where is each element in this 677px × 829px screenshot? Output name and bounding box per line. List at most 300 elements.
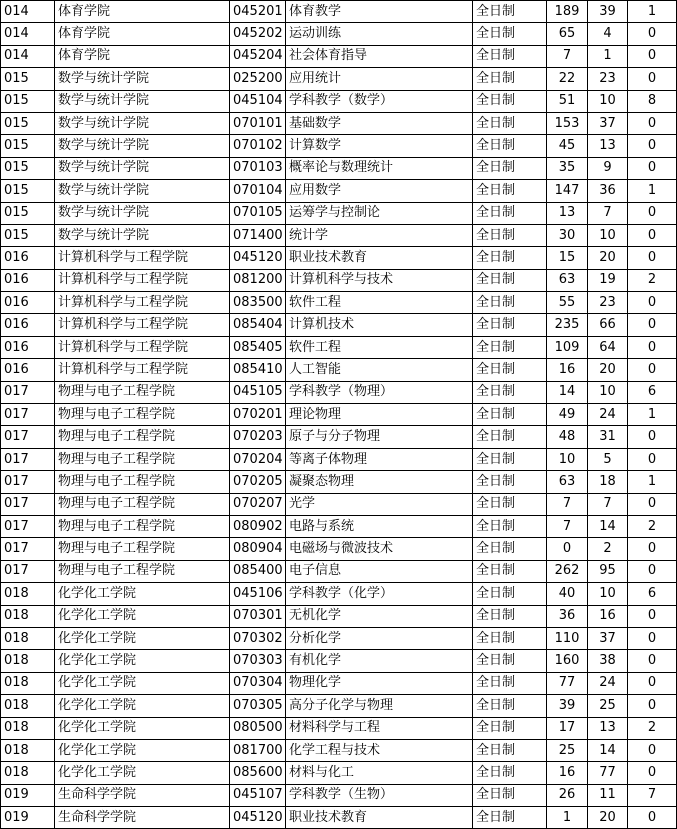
study-mode-cell: 全日制 [473, 515, 547, 537]
college-code-cell: 017 [1, 471, 55, 493]
count-c-cell: 0 [628, 448, 677, 470]
major-name-cell: 化学工程与技术 [286, 739, 473, 761]
count-a-cell: 45 [547, 135, 588, 157]
table-row [1, 90, 677, 112]
study-mode-cell: 全日制 [473, 560, 547, 582]
count-b-cell: 36 [588, 180, 628, 202]
major-name-cell: 电路与系统 [286, 515, 473, 537]
major-code-cell: 085410 [230, 359, 286, 381]
study-mode-cell: 全日制 [473, 695, 547, 717]
college-code-cell: 017 [1, 381, 55, 403]
count-a-cell: 55 [547, 292, 588, 314]
major-code-cell: 085405 [230, 336, 286, 358]
major-code-cell: 070104 [230, 180, 286, 202]
count-a-cell: 25 [547, 739, 588, 761]
major-name-cell: 凝聚态物理 [286, 471, 473, 493]
college-code-cell: 017 [1, 426, 55, 448]
college-name-cell: 计算机科学与工程学院 [55, 359, 230, 381]
major-code-cell: 045120 [230, 807, 286, 829]
major-code-cell: 070203 [230, 426, 286, 448]
major-code-cell: 081700 [230, 739, 286, 761]
count-c-cell: 0 [628, 538, 677, 560]
major-name-cell: 电磁场与微波技术 [286, 538, 473, 560]
count-c-cell: 7 [628, 784, 677, 806]
table-row [1, 404, 677, 426]
study-mode-cell: 全日制 [473, 359, 547, 381]
count-c-cell: 0 [628, 605, 677, 627]
table-row [1, 45, 677, 67]
major-name-cell: 基础数学 [286, 112, 473, 134]
major-code-cell: 070105 [230, 202, 286, 224]
table-row [1, 493, 677, 515]
count-b-cell: 31 [588, 426, 628, 448]
table-row [1, 605, 677, 627]
count-b-cell: 37 [588, 627, 628, 649]
table-row [1, 560, 677, 582]
major-code-cell: 070207 [230, 493, 286, 515]
major-name-cell: 电子信息 [286, 560, 473, 582]
count-a-cell: 0 [547, 538, 588, 560]
table-row [1, 583, 677, 605]
college-code-cell: 015 [1, 157, 55, 179]
table-row [1, 807, 677, 829]
count-c-cell: 0 [628, 23, 677, 45]
study-mode-cell: 全日制 [473, 448, 547, 470]
major-name-cell: 计算机科学与技术 [286, 269, 473, 291]
count-b-cell: 20 [588, 247, 628, 269]
major-name-cell: 职业技术教育 [286, 807, 473, 829]
study-mode-cell: 全日制 [473, 135, 547, 157]
study-mode-cell: 全日制 [473, 157, 547, 179]
major-code-cell: 045107 [230, 784, 286, 806]
major-code-cell: 070301 [230, 605, 286, 627]
college-name-cell: 化学化工学院 [55, 605, 230, 627]
count-c-cell: 0 [628, 426, 677, 448]
count-a-cell: 235 [547, 314, 588, 336]
college-code-cell: 018 [1, 650, 55, 672]
major-code-cell: 070305 [230, 695, 286, 717]
count-b-cell: 10 [588, 224, 628, 246]
major-code-cell: 085404 [230, 314, 286, 336]
college-code-cell: 018 [1, 717, 55, 739]
table-row [1, 314, 677, 336]
count-a-cell: 153 [547, 112, 588, 134]
count-c-cell: 0 [628, 739, 677, 761]
count-b-cell: 20 [588, 359, 628, 381]
college-code-cell: 017 [1, 560, 55, 582]
count-c-cell: 0 [628, 336, 677, 358]
count-c-cell: 6 [628, 381, 677, 403]
count-a-cell: 17 [547, 717, 588, 739]
study-mode-cell: 全日制 [473, 404, 547, 426]
study-mode-cell: 全日制 [473, 269, 547, 291]
table-row [1, 112, 677, 134]
count-b-cell: 18 [588, 471, 628, 493]
count-b-cell: 64 [588, 336, 628, 358]
study-mode-cell: 全日制 [473, 493, 547, 515]
college-name-cell: 数学与统计学院 [55, 90, 230, 112]
major-name-cell: 分析化学 [286, 627, 473, 649]
major-name-cell: 理论物理 [286, 404, 473, 426]
study-mode-cell: 全日制 [473, 426, 547, 448]
count-b-cell: 2 [588, 538, 628, 560]
college-name-cell: 体育学院 [55, 1, 230, 23]
major-name-cell: 人工智能 [286, 359, 473, 381]
table-row [1, 762, 677, 784]
count-c-cell: 2 [628, 717, 677, 739]
study-mode-cell: 全日制 [473, 381, 547, 403]
count-b-cell: 5 [588, 448, 628, 470]
college-code-cell: 015 [1, 224, 55, 246]
study-mode-cell: 全日制 [473, 45, 547, 67]
count-a-cell: 65 [547, 23, 588, 45]
count-a-cell: 51 [547, 90, 588, 112]
count-c-cell: 2 [628, 515, 677, 537]
count-c-cell: 0 [628, 68, 677, 90]
count-b-cell: 23 [588, 68, 628, 90]
count-c-cell: 0 [628, 292, 677, 314]
count-a-cell: 35 [547, 157, 588, 179]
college-name-cell: 化学化工学院 [55, 739, 230, 761]
table-row [1, 292, 677, 314]
count-c-cell: 0 [628, 672, 677, 694]
count-a-cell: 48 [547, 426, 588, 448]
study-mode-cell: 全日制 [473, 224, 547, 246]
college-code-cell: 014 [1, 23, 55, 45]
major-code-cell: 045201 [230, 1, 286, 23]
table-row [1, 739, 677, 761]
major-code-cell: 080500 [230, 717, 286, 739]
college-name-cell: 体育学院 [55, 45, 230, 67]
college-code-cell: 017 [1, 493, 55, 515]
table-row [1, 426, 677, 448]
table-row [1, 68, 677, 90]
count-c-cell: 8 [628, 90, 677, 112]
count-c-cell: 0 [628, 650, 677, 672]
count-a-cell: 7 [547, 493, 588, 515]
college-name-cell: 物理与电子工程学院 [55, 493, 230, 515]
major-code-cell: 045105 [230, 381, 286, 403]
major-name-cell: 光学 [286, 493, 473, 515]
count-a-cell: 16 [547, 359, 588, 381]
count-b-cell: 24 [588, 404, 628, 426]
count-a-cell: 13 [547, 202, 588, 224]
count-b-cell: 4 [588, 23, 628, 45]
college-name-cell: 数学与统计学院 [55, 68, 230, 90]
study-mode-cell: 全日制 [473, 538, 547, 560]
major-name-cell: 学科教学（化学） [286, 583, 473, 605]
major-name-cell: 学科教学（物理） [286, 381, 473, 403]
study-mode-cell: 全日制 [473, 672, 547, 694]
college-name-cell: 物理与电子工程学院 [55, 471, 230, 493]
count-b-cell: 11 [588, 784, 628, 806]
college-code-cell: 016 [1, 269, 55, 291]
count-c-cell: 0 [628, 762, 677, 784]
count-c-cell: 0 [628, 627, 677, 649]
college-code-cell: 017 [1, 404, 55, 426]
study-mode-cell: 全日制 [473, 180, 547, 202]
count-a-cell: 39 [547, 695, 588, 717]
college-name-cell: 物理与电子工程学院 [55, 560, 230, 582]
table-row [1, 695, 677, 717]
study-mode-cell: 全日制 [473, 739, 547, 761]
major-code-cell: 045204 [230, 45, 286, 67]
major-name-cell: 材料与化工 [286, 762, 473, 784]
college-name-cell: 计算机科学与工程学院 [55, 269, 230, 291]
count-b-cell: 14 [588, 515, 628, 537]
college-code-cell: 016 [1, 359, 55, 381]
count-b-cell: 20 [588, 807, 628, 829]
college-code-cell: 015 [1, 68, 55, 90]
study-mode-cell: 全日制 [473, 23, 547, 45]
major-name-cell: 概率论与数理统计 [286, 157, 473, 179]
table-row [1, 247, 677, 269]
major-code-cell: 080902 [230, 515, 286, 537]
count-a-cell: 16 [547, 762, 588, 784]
count-c-cell: 2 [628, 269, 677, 291]
count-b-cell: 1 [588, 45, 628, 67]
college-code-cell: 016 [1, 336, 55, 358]
major-code-cell: 070205 [230, 471, 286, 493]
study-mode-cell: 全日制 [473, 605, 547, 627]
college-name-cell: 化学化工学院 [55, 672, 230, 694]
count-c-cell: 0 [628, 493, 677, 515]
count-c-cell: 1 [628, 1, 677, 23]
study-mode-cell: 全日制 [473, 627, 547, 649]
study-mode-cell: 全日制 [473, 292, 547, 314]
major-code-cell: 085600 [230, 762, 286, 784]
table-row [1, 471, 677, 493]
count-b-cell: 14 [588, 739, 628, 761]
major-name-cell: 运动训练 [286, 23, 473, 45]
major-name-cell: 学科教学（生物） [286, 784, 473, 806]
count-c-cell: 0 [628, 695, 677, 717]
count-b-cell: 39 [588, 1, 628, 23]
count-b-cell: 10 [588, 583, 628, 605]
college-name-cell: 物理与电子工程学院 [55, 426, 230, 448]
study-mode-cell: 全日制 [473, 807, 547, 829]
count-b-cell: 77 [588, 762, 628, 784]
count-a-cell: 15 [547, 247, 588, 269]
count-a-cell: 77 [547, 672, 588, 694]
table-row [1, 515, 677, 537]
table-row [1, 717, 677, 739]
college-name-cell: 化学化工学院 [55, 650, 230, 672]
count-b-cell: 38 [588, 650, 628, 672]
major-name-cell: 无机化学 [286, 605, 473, 627]
study-mode-cell: 全日制 [473, 471, 547, 493]
count-c-cell: 0 [628, 112, 677, 134]
college-code-cell: 017 [1, 448, 55, 470]
count-c-cell: 0 [628, 135, 677, 157]
college-code-cell: 018 [1, 583, 55, 605]
count-a-cell: 26 [547, 784, 588, 806]
major-code-cell: 045202 [230, 23, 286, 45]
count-a-cell: 109 [547, 336, 588, 358]
major-code-cell: 070102 [230, 135, 286, 157]
major-name-cell: 软件工程 [286, 292, 473, 314]
count-a-cell: 147 [547, 180, 588, 202]
count-c-cell: 0 [628, 247, 677, 269]
college-name-cell: 体育学院 [55, 23, 230, 45]
count-b-cell: 25 [588, 695, 628, 717]
count-c-cell: 1 [628, 404, 677, 426]
major-name-cell: 应用统计 [286, 68, 473, 90]
college-name-cell: 数学与统计学院 [55, 224, 230, 246]
major-code-cell: 045120 [230, 247, 286, 269]
count-a-cell: 63 [547, 269, 588, 291]
study-mode-cell: 全日制 [473, 314, 547, 336]
table-row [1, 157, 677, 179]
count-a-cell: 14 [547, 381, 588, 403]
major-code-cell: 071400 [230, 224, 286, 246]
table-row [1, 784, 677, 806]
college-name-cell: 数学与统计学院 [55, 202, 230, 224]
table-row [1, 448, 677, 470]
count-a-cell: 7 [547, 515, 588, 537]
count-c-cell: 0 [628, 560, 677, 582]
college-code-cell: 015 [1, 90, 55, 112]
table-body [1, 1, 677, 829]
study-mode-cell: 全日制 [473, 1, 547, 23]
table-row [1, 359, 677, 381]
count-b-cell: 13 [588, 135, 628, 157]
college-code-cell: 014 [1, 1, 55, 23]
table-row [1, 650, 677, 672]
college-code-cell: 014 [1, 45, 55, 67]
major-code-cell: 070101 [230, 112, 286, 134]
major-name-cell: 物理化学 [286, 672, 473, 694]
count-c-cell: 6 [628, 583, 677, 605]
college-name-cell: 物理与电子工程学院 [55, 381, 230, 403]
college-name-cell: 化学化工学院 [55, 627, 230, 649]
college-name-cell: 化学化工学院 [55, 583, 230, 605]
count-a-cell: 63 [547, 471, 588, 493]
major-name-cell: 计算机技术 [286, 314, 473, 336]
major-code-cell: 045106 [230, 583, 286, 605]
count-a-cell: 1 [547, 807, 588, 829]
table-row [1, 135, 677, 157]
major-name-cell: 等离子体物理 [286, 448, 473, 470]
major-name-cell: 体育教学 [286, 1, 473, 23]
table-row [1, 538, 677, 560]
table-row [1, 180, 677, 202]
major-name-cell: 社会体育指导 [286, 45, 473, 67]
college-name-cell: 化学化工学院 [55, 695, 230, 717]
study-mode-cell: 全日制 [473, 90, 547, 112]
count-c-cell: 0 [628, 314, 677, 336]
count-b-cell: 10 [588, 381, 628, 403]
major-name-cell: 材料科学与工程 [286, 717, 473, 739]
college-code-cell: 015 [1, 180, 55, 202]
count-c-cell: 0 [628, 224, 677, 246]
count-b-cell: 95 [588, 560, 628, 582]
major-code-cell: 080904 [230, 538, 286, 560]
college-code-cell: 018 [1, 695, 55, 717]
college-name-cell: 化学化工学院 [55, 717, 230, 739]
study-mode-cell: 全日制 [473, 202, 547, 224]
study-mode-cell: 全日制 [473, 112, 547, 134]
count-b-cell: 7 [588, 493, 628, 515]
count-a-cell: 40 [547, 583, 588, 605]
major-code-cell: 070103 [230, 157, 286, 179]
count-b-cell: 19 [588, 269, 628, 291]
count-c-cell: 0 [628, 359, 677, 381]
major-code-cell: 070204 [230, 448, 286, 470]
count-b-cell: 13 [588, 717, 628, 739]
major-code-cell: 070303 [230, 650, 286, 672]
major-code-cell: 070302 [230, 627, 286, 649]
college-code-cell: 016 [1, 247, 55, 269]
count-b-cell: 16 [588, 605, 628, 627]
count-b-cell: 9 [588, 157, 628, 179]
count-c-cell: 0 [628, 45, 677, 67]
count-a-cell: 22 [547, 68, 588, 90]
count-a-cell: 10 [547, 448, 588, 470]
college-code-cell: 017 [1, 538, 55, 560]
study-mode-cell: 全日制 [473, 762, 547, 784]
count-a-cell: 36 [547, 605, 588, 627]
college-name-cell: 计算机科学与工程学院 [55, 247, 230, 269]
count-a-cell: 30 [547, 224, 588, 246]
college-code-cell: 018 [1, 739, 55, 761]
college-name-cell: 物理与电子工程学院 [55, 515, 230, 537]
college-code-cell: 018 [1, 627, 55, 649]
college-code-cell: 015 [1, 112, 55, 134]
count-a-cell: 7 [547, 45, 588, 67]
count-b-cell: 23 [588, 292, 628, 314]
major-name-cell: 高分子化学与物理 [286, 695, 473, 717]
major-name-cell: 统计学 [286, 224, 473, 246]
college-name-cell: 数学与统计学院 [55, 135, 230, 157]
college-name-cell: 生命科学学院 [55, 784, 230, 806]
major-name-cell: 软件工程 [286, 336, 473, 358]
major-code-cell: 085400 [230, 560, 286, 582]
college-name-cell: 计算机科学与工程学院 [55, 336, 230, 358]
major-name-cell: 学科教学（数学） [286, 90, 473, 112]
count-c-cell: 0 [628, 157, 677, 179]
table-row [1, 224, 677, 246]
college-name-cell: 物理与电子工程学院 [55, 538, 230, 560]
college-name-cell: 数学与统计学院 [55, 157, 230, 179]
college-code-cell: 018 [1, 762, 55, 784]
college-name-cell: 计算机科学与工程学院 [55, 292, 230, 314]
college-code-cell: 018 [1, 605, 55, 627]
major-code-cell: 081200 [230, 269, 286, 291]
major-name-cell: 计算数学 [286, 135, 473, 157]
college-name-cell: 物理与电子工程学院 [55, 404, 230, 426]
college-name-cell: 化学化工学院 [55, 762, 230, 784]
table-row [1, 381, 677, 403]
count-c-cell: 1 [628, 180, 677, 202]
count-a-cell: 110 [547, 627, 588, 649]
major-code-cell: 070304 [230, 672, 286, 694]
college-code-cell: 017 [1, 515, 55, 537]
college-code-cell: 015 [1, 135, 55, 157]
study-mode-cell: 全日制 [473, 583, 547, 605]
college-code-cell: 018 [1, 672, 55, 694]
college-name-cell: 数学与统计学院 [55, 112, 230, 134]
college-code-cell: 016 [1, 314, 55, 336]
college-name-cell: 生命科学学院 [55, 807, 230, 829]
study-mode-cell: 全日制 [473, 784, 547, 806]
count-c-cell: 0 [628, 807, 677, 829]
major-code-cell: 045104 [230, 90, 286, 112]
count-b-cell: 10 [588, 90, 628, 112]
count-c-cell: 0 [628, 202, 677, 224]
table-row [1, 23, 677, 45]
major-name-cell: 有机化学 [286, 650, 473, 672]
